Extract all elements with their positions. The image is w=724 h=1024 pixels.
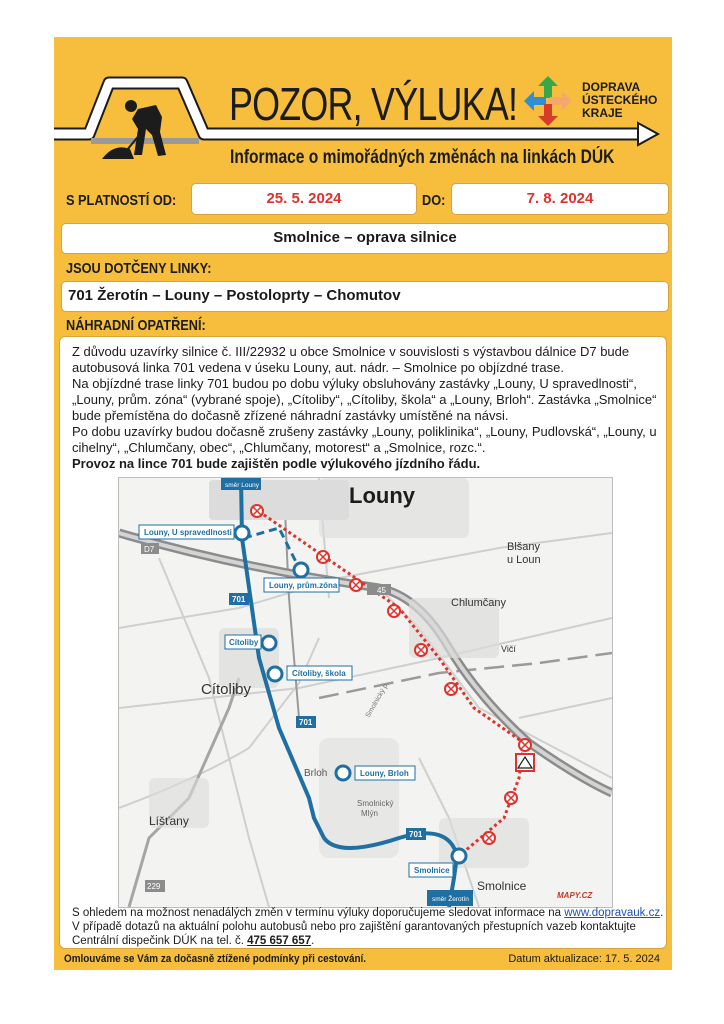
brand-line: KRAJE <box>582 106 623 120</box>
town-label: u Loun <box>507 554 541 566</box>
route-badge: 701 <box>299 718 313 727</box>
town-label: Louny <box>349 483 415 508</box>
website-link[interactable]: www.dopravauk.cz <box>564 907 661 919</box>
town-label: Líšťany <box>149 814 189 828</box>
closed-stop-icon <box>251 505 263 517</box>
brand-line: DOPRAVA <box>582 80 641 94</box>
measures-content <box>60 337 666 948</box>
closed-stop-icon <box>505 792 517 804</box>
direction-arrows-logo-icon <box>522 74 574 128</box>
stop-label: Cítoliby <box>229 638 259 647</box>
bus-stop-icon <box>336 766 350 780</box>
town-label: Blšany <box>507 541 541 553</box>
closed-stop-icon <box>388 605 400 617</box>
stop-label: Louny, prům.zóna <box>269 581 338 590</box>
footer-text: . <box>311 935 315 947</box>
route-badge: 701 <box>409 830 423 839</box>
roadwork-warning-icon <box>516 754 534 771</box>
header <box>54 37 672 172</box>
bus-stop-icon <box>268 667 282 681</box>
road-label-229: 229 <box>147 882 161 891</box>
valid-to-label: DO: <box>422 192 446 209</box>
brand-name <box>582 81 657 120</box>
town-label: Cítoliby <box>201 681 252 698</box>
town-label: Brloh <box>304 768 328 779</box>
footer-text: S ohledem na možnost nenadálých změn v termínu výluky doporučujeme sledovat informace na <box>72 907 565 919</box>
town-label: Mlýn <box>361 809 378 818</box>
map-attribution: MAPY.CZ <box>557 891 593 900</box>
apology-text: Omlouváme se Vám za dočasně ztížené podmínky při cestování. <box>64 953 367 965</box>
measures-text <box>72 344 662 472</box>
affected-line-item: 701 Žerotín – Louny – Postoloprty – Chomutov <box>62 282 668 311</box>
direction-top: směr Louny <box>225 482 259 489</box>
route-badge: 701 <box>232 595 246 604</box>
stop-label: Louny, U spravedlnosti <box>144 528 232 537</box>
worker-digging-icon <box>102 100 166 159</box>
direction-bottom: směr Žerotín <box>432 896 469 903</box>
closed-stop-icon <box>350 579 362 591</box>
measures-label: NÁHRADNÍ OPATŘENÍ: <box>66 317 206 334</box>
subtitle: Informace o mimořádných změnách na linkách DÚK <box>230 147 615 168</box>
closed-stop-icon <box>483 832 495 844</box>
stop-label: Smolnice <box>414 866 450 875</box>
valid-from-value: 25. 5. 2024 <box>192 184 416 214</box>
measures-paragraph: Z důvodu uzavírky silnice č. III/22932 u obce Smolnice v souvislosti s výstavbou dálnice D7 bude autobusová linka 701 vedena v úseku Louny, aut. nádr. – Smolnice po objízdné trase. <box>72 344 630 375</box>
measures-bold-note: Provoz na lince 701 bude zajištěn podle výlukového jízdního řádu. <box>72 456 481 471</box>
road-label-d7: D7 <box>144 545 155 554</box>
town-label: Chlumčany <box>451 597 507 609</box>
measures-paragraph: Na objízdné trase linky 701 budou po dobu výluky obsluhovány zastávky „Louny, U spravedlnosti“, „Louny, prům. zóna“ (vybrané spoje), „Cítoliby“, „Cítoliby, škola“ a „Louny, Brloh“. Zastávka „Smolnice“ bude přemístěna do dočasně zřízené náhradní zastávky umístěné na návsi. <box>72 376 657 423</box>
measures-paragraph: Po dobu uzavírky budou dočasně zrušeny zastávky „Louny, poliklinika“, „Louny, Pudlovská“, „Louny, u cihelny“, „Chlumčany, obec“, „Chlumčany, motorest“ a „Smolnice, rozc.“. <box>72 424 657 455</box>
stop-label: Louny, Brloh <box>360 769 409 778</box>
detour-map[interactable] <box>118 477 613 908</box>
road-label-45: 45 <box>377 586 386 595</box>
closed-stop-icon <box>317 551 329 563</box>
closed-stop-icon <box>445 683 457 695</box>
footer-text: V případě dotazů na aktuální polohu autobusů nebo pro zajištění garantovaných přestupních vazeb kontaktujte Centrální dispečink DÚK na tel. č. <box>72 921 636 947</box>
bus-stop-icon <box>262 636 276 650</box>
dispatch-phone[interactable]: 475 657 657 <box>247 935 312 947</box>
stop-label: Cítoliby, škola <box>292 669 346 678</box>
bus-stop-icon <box>235 526 249 540</box>
bus-stop-icon <box>294 563 308 577</box>
page-title: POZOR, VÝLUKA! <box>229 78 518 130</box>
notice-panel <box>54 37 672 970</box>
railway <box>284 488 299 718</box>
brand-line: ÚSTECKÉHO <box>582 93 658 107</box>
update-date: Datum aktualizace: 17. 5. 2024 <box>508 953 660 965</box>
closed-stop-icon <box>415 644 427 656</box>
town-label: Smolnice <box>477 879 527 893</box>
closed-stop-icon <box>519 739 531 751</box>
valid-from-label: S PLATNOSTÍ OD: <box>66 192 177 209</box>
town-label: Vičí <box>501 644 516 654</box>
footer-notice <box>72 906 668 948</box>
valid-to-value: 7. 8. 2024 <box>452 184 668 214</box>
bus-stop-icon <box>452 849 466 863</box>
closure-title: Smolnice – oprava silnice <box>62 224 668 253</box>
town-label: Smolnický <box>357 799 394 808</box>
footer-text: . <box>660 907 664 919</box>
stream-label: Smolnický p. <box>364 681 391 719</box>
affected-lines-label: JSOU DOTČENY LINKY: <box>66 260 212 277</box>
